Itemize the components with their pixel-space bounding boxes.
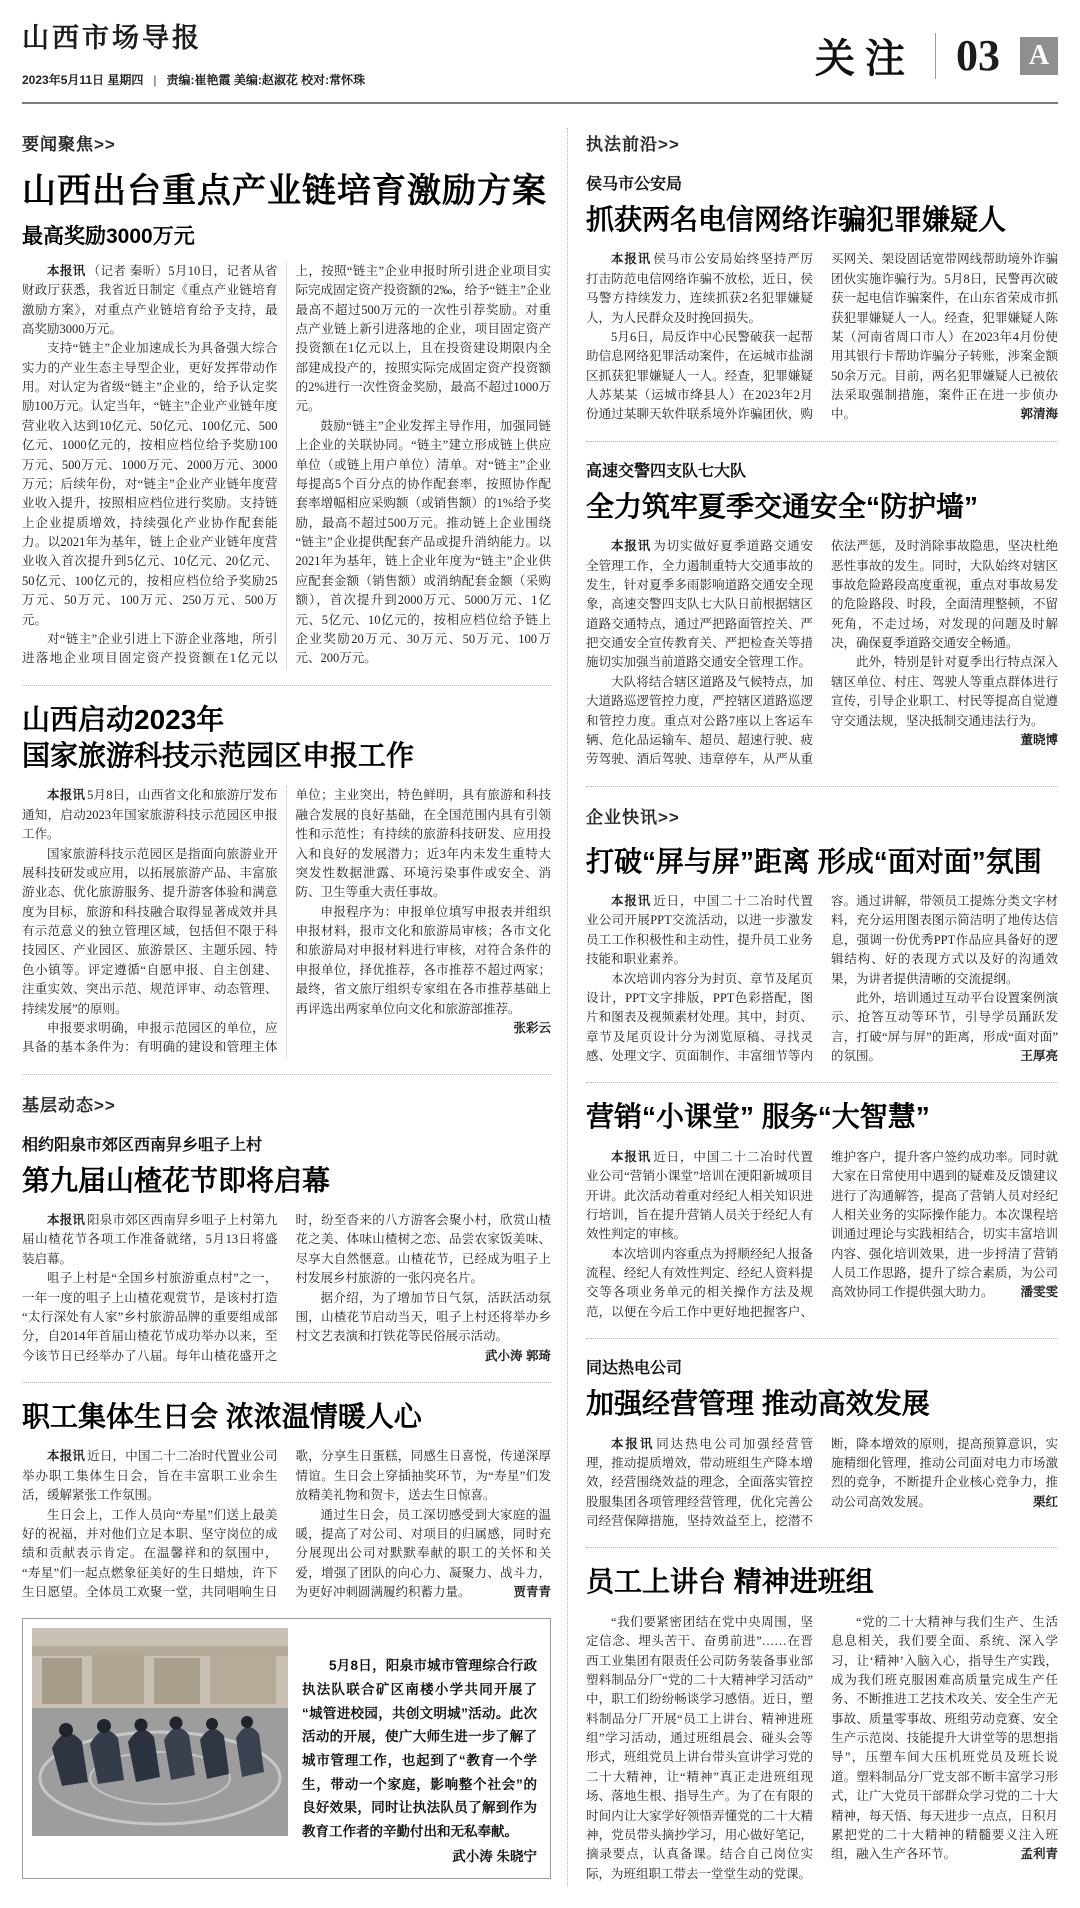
lead-tag: 本报讯: [47, 263, 86, 278]
lead-tag: 本报讯: [611, 1436, 655, 1451]
section-label-grassroots: 基层动态>>: [22, 1095, 116, 1115]
article-body: [586, 1148, 1058, 1322]
paragraph: 支持“链主”企业加速成长为具备强大综合实力的产业生态主导型企业，更好发挥带动作用。对认定为省级“链主”企业的，给予认定奖励100万元。认定当年，“链主”企业产业链年度营业收入达到10亿元、50亿元、100亿元、500亿元、1000亿元的，按相应档位给予奖励100万元、500万元、1000万元、2000万元、3000万元；后续年份，对“链主”企业产业链年度营业收入提升，按照相应档位进行奖励。支持链上企业提质增效，持续强化产业协作配套能力。以2021年为基年，链上企业产业链年度营业收入首次提升到5亿元、10亿元、20亿元、50亿元、100亿元的，按相应档位给予奖励25万元、50万元、100万元、250万元、500万元。: [22, 341, 278, 627]
paragraph: 此外，特别是针对夏季出行特点深入辖区单位、村庄、驾驶人等重点群体进行宣传，引导企业职工、村民等提高自觉遵守交通法规，坚决抵制交通违法行为。: [831, 655, 1058, 728]
kicker: 侯马市公安局: [586, 176, 683, 193]
headline: 打破“屏与屏”距离 形成“面对面”氛围: [586, 845, 1042, 877]
dotted-divider: [586, 441, 1058, 442]
article-birthday-party: [22, 1399, 551, 1602]
headline-line2: 国家旅游科技示范园区申报工作: [22, 740, 415, 772]
article-summer-traffic: [586, 458, 1058, 770]
byline: 武小涛 朱晓宁: [452, 1849, 537, 1865]
headline: 山西出台重点产业链培育激励方案: [22, 172, 547, 210]
byline: 孟利青: [1020, 1847, 1058, 1862]
article-body: [22, 1211, 551, 1366]
article-ppt-training: [586, 844, 1058, 1067]
headline: 职工集体生日会 浓浓温情暖人心: [22, 1401, 422, 1433]
headline: 员工上讲台 精神进班组: [586, 1566, 874, 1598]
paragraph: 对“链主”企业引进上下游企业落地，所引进落地企业项目固定资产投资额在1亿元以上，按照“链主”企业申报时所引进企业项目实际完成固定资产投资额的2‰，给予“链主”企业最高不超过500万元的一次性引荐奖励。对重点产业链上新引进落地的企业，项目固定资产投资额在1亿元以上，且在投资建设期限内全部建成投产的，按照实际完成固定资产投资额的2%进行一次性资金奖励，最高不超过1000万元。: [22, 263, 551, 666]
article-hawthorn-festival: [22, 1132, 551, 1366]
editors-credit: 责编:崔艳霞 美编:赵淑花 校对:常怀珠: [166, 73, 366, 87]
dateline: [22, 71, 365, 88]
paragraph: 阳泉市郊区西南舁乡咀子上村第九届山楂花节各项工作准备就绪，5月13日将盛装启幕。: [22, 1213, 278, 1266]
paragraph: 侯马市公安局始终坚持严厉打击防范电信网络诈骗不放松，近日，侯马警方持续发力，连续抓获2名犯罪嫌疑人，为人民群众及时挽回损失。: [586, 252, 813, 325]
paragraph: 近日，中国二十二冶时代置业公司开展PPT交流活动，以进一步激发员工工作积极性和主动性，提升员工业务技能和职业素养。: [586, 894, 813, 967]
article-body: [586, 250, 1058, 424]
paragraph: （记者 秦昕）5月10日，记者从省财政厅获悉，我省近日制定《重点产业链培育激励方案》，对重点产业链培育给予支持，最高奖励3000万元。: [22, 263, 278, 336]
lead-tag: 本报讯: [611, 539, 652, 554]
lead-tag: 本报讯: [47, 1449, 86, 1464]
subhead: 最高奖励3000万元: [22, 224, 195, 248]
paragraph: 鼓励“链主”企业发挥主导作用，加强同链上企业的关联协同。“链主”建立形成链上供应单位（或链上用户单位）清单。对“链主”企业每提高5个百分点的协作配套率，按照协作配套率增幅相应采购额（或销售额）的1%给予奖励，最高不超过500万元。推动链上企业围绕“链主”企业提供配套产品或提升消纳能力。以2021年为基年，链上企业年度为“链主”企业供应配套金额（销售额）或消纳配套金额（采购额），首次提升到2000万元、5000万元、1亿元、5亿元、10亿元的，按相应档位给予链上企业奖励20万元、30万元、50万元、100万元、200万元。: [295, 418, 551, 666]
header-divider: [935, 33, 936, 79]
lead-tag: 本报讯: [611, 894, 652, 909]
dotted-divider: [586, 1547, 1058, 1548]
byline: 王厚亮: [1020, 1049, 1058, 1064]
paragraph: 近日，中国二十二冶时代置业公司举办职工集体生日会，旨在丰富职工业余生活，缓解紧张工作氛围。: [22, 1449, 278, 1503]
left-column: [22, 128, 567, 1886]
headline: 加强经营管理 推动高效发展: [586, 1388, 930, 1420]
caption-text: 5月8日，阳泉市城市管理综合行政执法队联合矿区南楼小学共同开展了“城管进校园，共创文明城”活动。此次活动的开展，使广大师生进一步了解了城市管理工作，也起到了“教育一个学生，带动一个家庭，影响整个社会”的良好效果，同时让执法队员了解到作为教育工作者的辛勤付出和无私奉献。: [302, 1658, 537, 1839]
headline: [22, 702, 551, 775]
dotted-divider: [586, 1082, 1058, 1083]
photo-caption: [302, 1628, 541, 1869]
paragraph: 通过生日会，员工深切感受到大家庭的温暖，提高了对公司、对项目的归属感，同时充分展现出公司对默默奉献的职工的关怀和关爱，增强了团队的向心力、凝聚力、战斗力，为更好冲刺圆满履约积蓄力量。: [295, 1507, 551, 1600]
paper-name: 山西市场导报: [22, 23, 202, 53]
article-worker-lectures: [586, 1564, 1058, 1884]
paragraph: 本次培训内容重点为捋顺经纪人报备流程、经纪人有效性判定、经纪人资料提交等各项业务单元的相关操作方法及规范，以便在今后工作中更好地把握客户、维护客户，提升客户签约成功率。同时就大家在日常使用中遇到的疑难及反馈建议进行了沟通解答，提高了营销人员对经纪人相关业务的实际操作能力。本次课程培训通过理论与实践相结合，切实丰富培训内容、强化培训效果，进一步捋清了营销人员工作思路，提升了综合素质，为公司高效协同工作提供强大助力。: [586, 1149, 1058, 1319]
headline: 第九届山楂花节即将启幕: [22, 1164, 331, 1196]
paragraph: 5月8日，山西省文化和旅游厅发布通知，启动2023年国家旅游科技示范园区申报工作。: [22, 788, 278, 842]
paragraph: 本次培训内容分为封页、章节及尾页设计，PPT文字排版，PPT色彩搭配，图片和图表及视频素材处理。其中，封页、章节及尾页设计分为浏览原稿、寻找灵感、处理文字、页面制作、丰富细节等内容。通过讲解，带领员工提炼分类文字材料，充分运用图表图示简洁明了地传达信息，强调一份优秀PPT作品应具备好的逻辑结构、好的表现方式以及好的沟通效果，为讲者提供清晰的交流提纲。: [586, 894, 1058, 1064]
article-body: [586, 537, 1058, 770]
paragraph: 此外，培训通过互动平台设置案例演示、抢答互动等环节，引导学员踊跃发言，打破“屏与屏”的距离，形成“面对面”的氛围。: [831, 990, 1058, 1064]
section-label-law: 执法前沿>>: [586, 135, 680, 154]
paragraph: 大队将结合辖区道路及气候特点，加大道路巡逻管控力度，严控辖区道路巡逻和管控力度。重点对公路7座以上客运车辆、危化品运输车、超员、超速行驶、疲劳驾驶、酒后驾驶、违章停车，从严从重依法严惩，及时消除事故隐患，坚决杜绝恶性事故的发生。同时，大队始终对辖区事故危险路段高度重视，重点对事故易发的危险路段、时段，全面清理整顿，不留死角，不走过场，对发现的问题及时解决，确保夏季道路交通安全畅通。: [586, 539, 1058, 767]
article-body: [586, 1613, 1058, 1884]
paragraph: 5月6日，局反诈中心民警破获一起帮助信息网络犯罪活动案件，在运城市盐湖区抓获犯罪嫌疑人一人。经查，犯罪嫌疑人苏某某（运城市绛县人）在2023年2月份通过某聊天软件联系境外诈骗团伙，购买网关、架设固话宽带网线帮助境外诈骗团伙实施诈骗行为。5月8日，民警再次破获一起电信诈骗案件，在山东省荣成市抓获犯罪嫌疑人一人。经查，犯罪嫌疑人陈某（河南省周口市人）在2023年4月份使用其银行卡帮助诈骗分子转账，涉案金额50余万元。目前，两名犯罪嫌疑人已被依法采取强制措施，案件正在进一步侦办中。: [586, 252, 1058, 422]
dotted-divider: [586, 1338, 1058, 1339]
paragraph: “党的二十大精神与我们生产、生活息息相关，我们要全面、系统、深入学习，让‘精神’入脑入心，指导生产实践，成为我们班克服困难高质量完成生产任务、不断推进工艺技术攻关、安全生产无事故、质量零事故、班组劳动竞赛、安全生产示范岗、技能提升大讲堂等的思想指导”，压塑车间大压机班党员及班长说道。塑料制品分厂党支部不断丰富学习形式，让广大党员干部群众学习党的二十大精神，每天悟、每天进步一点点，日积月累把党的二十大精神的精髓要义注入班组，融入生产各环节。: [831, 1614, 1058, 1862]
paragraph: 申报要求明确，申报示范园区的单位，应具备的基本条件为：有明确的建设和管理主体单位；主业突出，特色鲜明，具有旅游和科技融合发展的良好基础，在全国范围内具有引领性和示范性；有持续的旅游科技研发、应用投入和良好的发展潜力；近3年内未发生重特大突发性数据泄露、环境污染事件或安全、消防、卫生等重大责任事故。: [22, 788, 551, 1055]
paragraph: 近日，中国二十二冶时代置业公司“营销小课堂”培训在浭阳新城项目开讲。此次活动着重对经纪人相关知识进行培训，旨在提升营销人员关于经纪人有效性判定的审核。: [586, 1149, 813, 1242]
dotted-divider: [586, 786, 1058, 787]
byline: 郭清海: [1020, 407, 1058, 422]
headline: 抓获两名电信网络诈骗犯罪嫌疑人: [586, 204, 1007, 235]
dotted-divider: [22, 1382, 551, 1383]
kicker: 相约阳泉市郊区西南舁乡咀子上村: [22, 1136, 263, 1154]
paragraph: “我们要紧密团结在党中央周围，坚定信念、埋头苦干、奋勇前进”……在晋西工业集团有限责任公司防务装备事业部塑料制品分厂“党的二十大精神学习活动”中，职工们纷纷畅谈学习感悟。近日，塑料制品分厂开展“员工上讲台、精神进班组”学习活动，通过班组晨会、碰头会等形式，班组党员上讲台带头宣讲学习党的二十大精神，让“精神”真正走进班组现场、落地生根、指导生产。为了在有限的时间内让大家学好领悟弄懂党的二十大精神，党员带头摘抄学习，用心做好笔记，摘录要点，认真备课。结合自己岗位实际，为班组职工带去一堂堂生动的党课。: [586, 1614, 813, 1881]
photo-story-box: [22, 1618, 551, 1879]
news-photo: [32, 1628, 288, 1836]
article-body: [22, 262, 551, 669]
article-industry-chain: [22, 171, 551, 669]
paragraph: 咀子上村是“全国乡村旅游重点村”之一，一年一度的咀子上山楂花观赏节，是该村打造“太行深处有人家”乡村旅游品牌的重要组成部分，自2014年首届山楂花节成功举办以来，至今该节日已经举办了八届。每年山楂花盛开之时，纷至沓来的八方游客会聚小村，欣赏山楂花之美、体味山楂树之恋、品尝农家饭美味、尽享大自然惬意。山楂花节，已经成为咀子上村发展乡村旅游的一张闪亮名片。: [22, 1213, 551, 1363]
headline: 营销“小课堂” 服务“大智慧”: [586, 1101, 930, 1133]
article-telecom-fraud: [586, 171, 1058, 425]
byline: 董晓博: [1020, 732, 1058, 747]
lead-tag: 本报讯: [611, 1149, 652, 1164]
dateline-separator: |: [153, 72, 157, 87]
dotted-divider: [22, 685, 551, 686]
kicker: 同达热电公司: [586, 1360, 683, 1378]
paragraph: 申报程序为：申报单位填写申报表并组织申报材料，报市文化和旅游局审核；各市文化和旅游局对申报材料进行审核，对符合条件的申报单位，择优推荐，各市推荐不超过两家；最终，省文旅厅组织专家组在各市推荐基础上再评选出两家单位向文化和旅游部推荐。: [295, 904, 551, 1016]
dotted-divider: [22, 1074, 551, 1075]
article-body: [586, 1435, 1058, 1532]
byline: 贾青青: [513, 1585, 551, 1600]
lead-tag: 本报讯: [47, 1213, 86, 1228]
paragraph: 为切实做好夏季道路交通安全管理工作，全力遏制重特大交通事故的发生，针对夏季多雨影响道路交通安全现象，高速交警四支队七大队日前根据辖区道路交通特点，通过严把路面管控关、严把交通安全宣传教育关、严把检查关等措施切实加强当前道路交通安全管理工作。: [586, 539, 813, 670]
byline: 栗红: [1032, 1494, 1058, 1509]
article-body: [586, 892, 1058, 1066]
headline: 全力筑牢夏季交通安全“防护墙”: [586, 490, 979, 522]
paragraph: 据介绍，为了增加节日气氛，活跃活动氛围，山楂花节启动当天，咀子上村还将举办乡村文艺表演和打铁花等民俗展示活动。: [295, 1290, 551, 1344]
paragraph: 同达热电公司加强经营管理，推动提质增效，带动班组生产降本增效，经营围绕效益的理念，全面落实管控股服集团各项管理经营管理，优化完善公司经营保障措施，坚持效益至上，挖潜不断，降本增效的原则，提高预算意识，实施精细化管理，推动公司面对电力市场激烈的竞争，不断提升企业核心竞争力，推动公司高效发展。: [586, 1436, 1058, 1529]
masthead: [22, 16, 1058, 104]
kicker: 高速交警四支队七大队: [586, 462, 747, 480]
section-label-focus: 要闻聚焦>>: [22, 135, 116, 154]
section-title: 关注: [815, 37, 915, 81]
article-body: [22, 1447, 551, 1602]
paragraph: 生日会上，工作人员向“寿星”们送上最美好的祝福，并对他们立足本职、坚守岗位的成绩和贡献表示肯定。在温馨祥和的氛围中，“寿星”们一起点燃象征美好的生日蜡烛，许下生日愿望。全体员工欢聚一堂，共同唱响生日歌，分享生日蛋糕，同感生日喜悦，传递深厚情谊。生日会上穿插抽奖环节，为“寿星”们发放精美礼物和贺卡，送去生日惊喜。: [22, 1449, 551, 1600]
article-marketing-class: [586, 1099, 1058, 1322]
article-body: [22, 786, 551, 1057]
headline-line1: 山西启动2023年: [22, 703, 225, 735]
edition-badge: A: [1020, 37, 1058, 75]
page-number: 03: [956, 31, 1000, 80]
article-thermal-power: [586, 1355, 1058, 1531]
lead-tag: 本报讯: [611, 252, 652, 267]
byline: 潘雯雯: [1020, 1285, 1058, 1300]
byline: 张彩云: [513, 1020, 551, 1035]
issue-date: 2023年5月11日 星期四: [22, 73, 144, 87]
right-column: [567, 128, 1058, 1886]
section-label-business: 企业快讯>>: [586, 807, 680, 827]
news-photo-illustration: [32, 1628, 288, 1836]
byline: 武小涛 郭琦: [485, 1348, 551, 1363]
lead-tag: 本报讯: [47, 788, 86, 803]
paragraph: 国家旅游科技示范园区是指面向旅游业开展科技研发或应用，以拓展旅游产品、丰富旅游业态、优化旅游服务、提升游客体验和满意度为目标，旅游和科技融合取得显著成效并具有示范意义的独立管理区域，包括但不限于科技园区、产业园区、旅游景区、主题乐园、特色小镇等。评定遵循“自愿申报、自主创建、注重实效、突出示范、规范评审、动态管理、持续发展”的原则。: [22, 846, 278, 1016]
article-tourism-tech: [22, 702, 551, 1058]
